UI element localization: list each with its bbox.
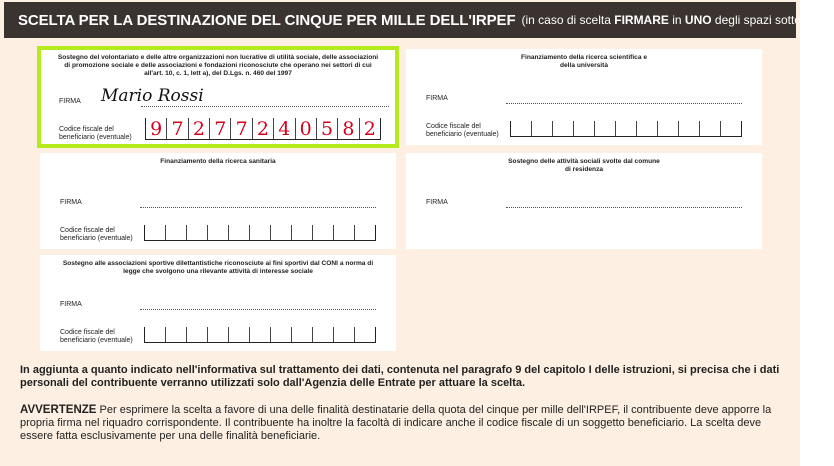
- cf-digit: 2: [189, 118, 210, 139]
- codice-fiscale-label: Codice fiscale del beneficiario (eventuale): [60, 329, 133, 344]
- cf-digit: 4: [274, 118, 295, 139]
- firma-label: FIRMA: [426, 199, 448, 206]
- box-volontariato[interactable]: [37, 46, 399, 148]
- box-title: Sostegno delle attività sociali svolte dal comune di residenza: [508, 158, 660, 173]
- cf-digit: 2: [363, 118, 376, 140]
- codice-fiscale-label: Codice fiscale del beneficiario (eventuale): [426, 123, 499, 138]
- firma-label: FIRMA: [60, 199, 82, 206]
- signature-line[interactable]: [140, 309, 376, 310]
- cf-digit: 7: [167, 118, 188, 139]
- box-title: Finanziamento della ricerca sanitaria: [160, 158, 276, 165]
- header-note: (in caso di scelta FIRMARE in UNO degli spazi sottostanti): [521, 13, 834, 27]
- cf-digit: 7: [231, 118, 252, 139]
- box-ricerca-sanitaria[interactable]: [40, 153, 396, 249]
- cf-digit: 0: [296, 118, 317, 139]
- box-title: Finanziamento della ricerca scientifica e della università: [520, 54, 648, 69]
- codice-fiscale-field[interactable]: [145, 118, 381, 140]
- cf-digit: 9: [146, 118, 167, 139]
- firma-label: FIRMA: [60, 301, 82, 308]
- signature-line[interactable]: [506, 103, 742, 104]
- box-title: Sostegno del volontariato e delle altre organizzazioni non lucrative di utilità sociale, delle associazioni di promozione sociale e delle associazioni e fondazioni riconosciute che operano nei settori di cui all'art. 10, c. 1, lett a), del D.Lgs. n. 460 del 1997: [57, 54, 379, 77]
- signature-line: [141, 106, 389, 107]
- signature[interactable]: Mario Rossi: [101, 86, 204, 106]
- header-title: SCELTA PER LA DESTINAZIONE DEL CINQUE PER MILLE DELL'IRPEF: [18, 11, 516, 29]
- warning-label: AVVERTENZE: [20, 404, 97, 416]
- signature-line[interactable]: [506, 207, 742, 208]
- warning-text: AVVERTENZE Per esprimere la scelta a favore di una delle finalità destinatarie della quota del cinque per mille dell'IRPEF, il contribuente deve apporre la propria firma nel riquadro corrispondente. Il contribuente ha inoltre la facoltà di indicare anche il codice fiscale di un soggetto beneficiario. La scelta deve essere fatta esclusivamente per una delle finalità beneficiarie.: [20, 404, 772, 442]
- box-ricerca-scientifica[interactable]: [406, 49, 762, 145]
- privacy-info: In aggiunta a quanto indicato nell'informativa sul trattamento dei dati, contenuta nel paragrafo 9 del capitolo I delle istruzioni, si precisa che i dati personali del contribuente verranno utilizzati solo dall'Agenzia delle Entrate per attuare la scelta.: [20, 364, 780, 389]
- codice-fiscale-field[interactable]: [510, 121, 742, 137]
- box-associazioni-sportive[interactable]: [40, 255, 396, 351]
- codice-fiscale-field[interactable]: [144, 225, 376, 241]
- cf-digit: 5: [317, 118, 338, 139]
- box-comune-residenza[interactable]: [406, 153, 762, 249]
- cf-digit: 8: [338, 118, 359, 139]
- box-title: Sostegno alle associazioni sportive dilettantistiche riconosciute ai fini sportivi dal CONI a norma di legge che svolgono una rilevante attività di interesse sociale: [62, 260, 374, 275]
- codice-fiscale-label: Codice fiscale del beneficiario (eventuale): [59, 126, 132, 141]
- firma-label: FIRMA: [426, 95, 448, 102]
- codice-fiscale-label: Codice fiscale del beneficiario (eventuale): [60, 227, 133, 242]
- cf-digit: 2: [253, 118, 274, 139]
- form-header: [4, 2, 834, 38]
- signature-line[interactable]: [140, 207, 376, 208]
- cf-digit: 7: [210, 118, 231, 139]
- firma-label: FIRMA: [59, 98, 81, 105]
- codice-fiscale-field[interactable]: [144, 327, 376, 343]
